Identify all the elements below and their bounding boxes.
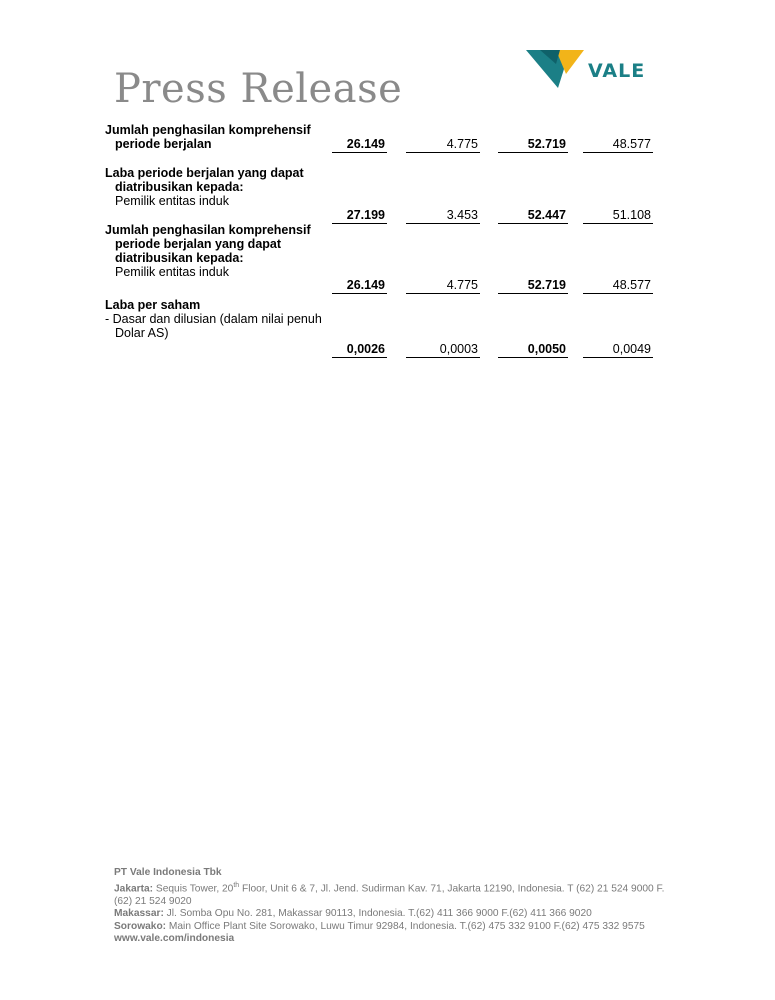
row-label-line: periode berjalan bbox=[115, 137, 212, 151]
value-cell: 0,0050 bbox=[498, 342, 568, 358]
value-cell: 4.775 bbox=[406, 137, 480, 153]
footer-website-link[interactable]: www.vale.com/indonesia bbox=[114, 933, 235, 945]
footer-sorowako-label: Sorowako: bbox=[114, 920, 167, 932]
value-cell: 52.719 bbox=[498, 137, 568, 153]
row-label-line: Pemilik entitas induk bbox=[115, 265, 229, 279]
value-cell: 52.447 bbox=[498, 208, 568, 224]
value-cell: 0,0049 bbox=[583, 342, 653, 358]
row-label-line: Laba periode berjalan yang dapat bbox=[105, 166, 304, 180]
value-cell: 3.453 bbox=[406, 208, 480, 224]
footer-jakarta-address bbox=[114, 880, 674, 909]
footer-makassar-label: Makassar: bbox=[114, 908, 164, 920]
footer-sorowako-address bbox=[114, 921, 674, 934]
value-cell: 52.719 bbox=[498, 278, 568, 294]
row-label-line: Pemilik entitas induk bbox=[115, 194, 229, 208]
row-label-line: Laba per saham bbox=[105, 298, 201, 312]
logo-text: VALE bbox=[588, 60, 646, 82]
footer-makassar-text: Jl. Somba Opu No. 281, Makassar 90113, Indonesia. T.(62) 411 366 9000 F.(62) 411 366 9020 bbox=[163, 908, 592, 920]
row-label-profit-attributable bbox=[105, 166, 335, 208]
footer-company-name: PT Vale Indonesia Tbk bbox=[114, 867, 222, 878]
page-title: Press Release bbox=[114, 66, 403, 112]
value-cell: 27.199 bbox=[332, 208, 387, 224]
value-cell: 51.108 bbox=[583, 208, 653, 224]
row-label-line: - Dasar dan dilusian (dalam nilai penuh bbox=[105, 312, 322, 326]
row-label-line: Jumlah penghasilan komprehensif bbox=[105, 223, 311, 237]
row-label-earnings-per-share bbox=[105, 298, 345, 340]
value-cell: 48.577 bbox=[583, 137, 653, 153]
value-cell: 26.149 bbox=[332, 137, 387, 153]
footer-sorowako-text: Main Office Plant Site Sorowako, Luwu Timur 92984, Indonesia. T.(62) 475 332 9100 F.(62) 475 332 9575 bbox=[166, 920, 645, 932]
row-label-line: periode berjalan yang dapat bbox=[115, 237, 282, 251]
value-cell: 48.577 bbox=[583, 278, 653, 294]
row-label-line: diatribusikan kepada: bbox=[115, 251, 244, 265]
footer-makassar-address bbox=[114, 908, 674, 921]
value-cell: 0,0026 bbox=[332, 342, 387, 358]
value-cell: 26.149 bbox=[332, 278, 387, 294]
footer-jakarta-label: Jakarta: bbox=[114, 882, 154, 894]
footer-jakarta-text-b: Floor, Unit 6 & 7, Jl. Jend. Sudirman Kav. 71, Jakarta 12190, Indonesia. T (62) 21 524 9000 F.(62) 21 524 9020 bbox=[114, 882, 665, 907]
footer-jakarta-text-a: Sequis Tower, 20 bbox=[153, 882, 234, 894]
value-cell: 0,0003 bbox=[406, 342, 480, 358]
row-label-total-comprehensive-income bbox=[105, 123, 335, 151]
row-label-line: diatribusikan kepada: bbox=[115, 180, 244, 194]
row-label-comprehensive-income-attributable bbox=[105, 223, 335, 279]
footer-jakarta-sup: th bbox=[233, 881, 240, 889]
row-label-line: Dolar AS) bbox=[115, 326, 169, 340]
company-footer bbox=[114, 867, 674, 946]
row-label-line: Jumlah penghasilan komprehensif bbox=[105, 123, 311, 137]
value-cell: 4.775 bbox=[406, 278, 480, 294]
